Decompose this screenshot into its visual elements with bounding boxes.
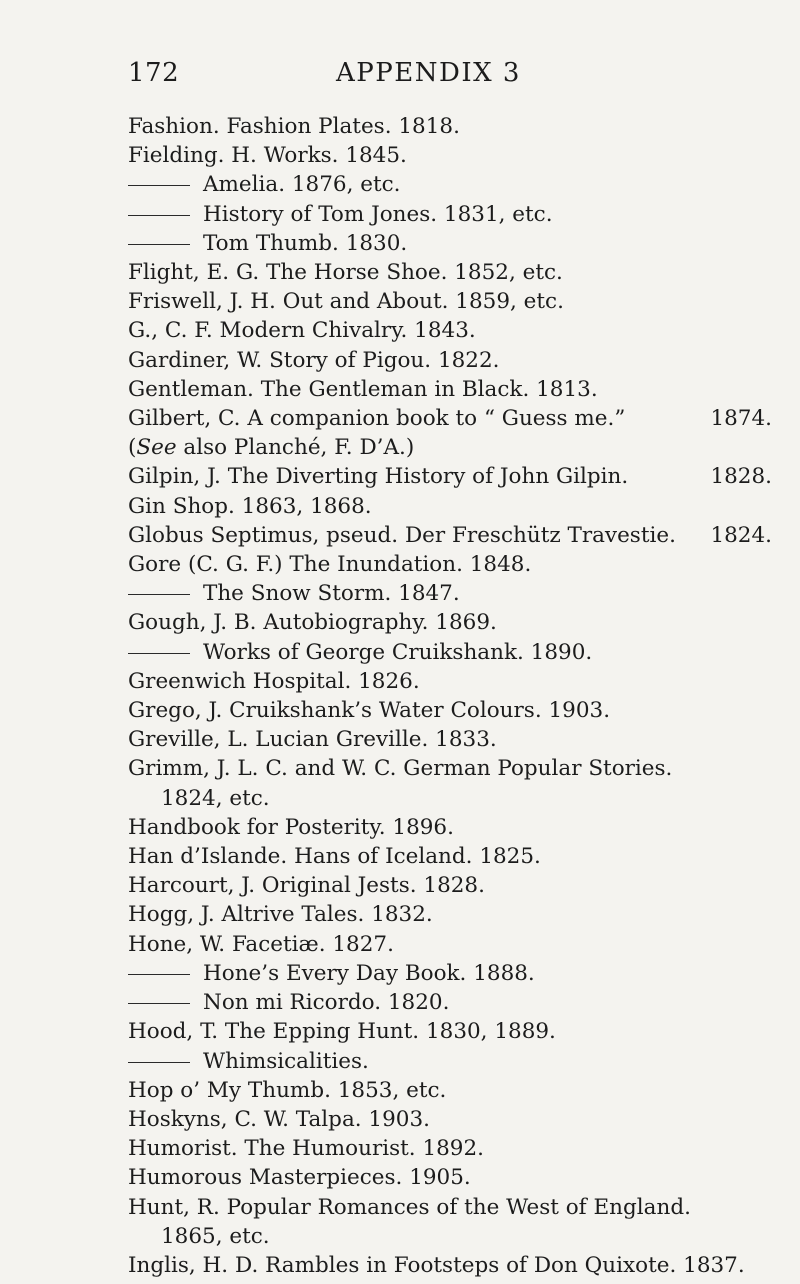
- list-item: Gore (C. G. F.) The Inundation. 1848.: [128, 552, 532, 578]
- ditto-dash: [128, 1003, 190, 1004]
- list-item: Hogg, J. Altrive Tales. 1832.: [128, 902, 433, 928]
- list-item: Globus Septimus, pseud. Der Freschütz Travestie. 1824.: [128, 521, 768, 550]
- list-item: Gilpin, J. The Diverting History of John Gilpin. 1828.: [128, 462, 768, 491]
- list-item: Works of George Cruikshank. 1890.: [128, 638, 768, 667]
- list-item: Hone’s Every Day Book. 1888.: [128, 959, 768, 988]
- list-item: 1865, etc.: [161, 1223, 270, 1249]
- list-item: Fashion. Fashion Plates. 1818.: [128, 114, 460, 139]
- list-item: Gentleman. The Gentleman in Black. 1813.: [128, 376, 598, 402]
- list-item: The Snow Storm. 1847.: [128, 579, 768, 608]
- list-item: Humorous Masterpieces. 1905.: [128, 1165, 471, 1191]
- bibliography-list: [128, 112, 772, 1280]
- list-item: Fielding. H. Works. 1845.: [128, 143, 407, 169]
- ditto-dash: [128, 185, 190, 186]
- list-item: Grego, J. Cruikshank’s Water Colours. 1903.: [128, 698, 611, 724]
- entry-year: 1824.: [710, 522, 772, 548]
- see-reference: See: [136, 435, 177, 461]
- list-item: Whimsicalities.: [128, 1047, 768, 1076]
- list-item: Gin Shop. 1863, 1868.: [128, 493, 372, 519]
- list-item: Handbook for Posterity. 1896.: [128, 814, 454, 840]
- ditto-dash: [128, 215, 190, 216]
- list-item: Tom Thumb. 1830.: [128, 229, 768, 258]
- list-item: Gough, J. B. Autobiography. 1869.: [128, 610, 497, 636]
- list-item: Gilbert, C. A companion book to “ Guess me.” 1874.: [128, 404, 768, 433]
- list-item: (See also Planché, F. D’A.): [128, 435, 415, 461]
- list-item: G., C. F. Modern Chivalry. 1843.: [128, 318, 476, 344]
- list-item: Amelia. 1876, etc.: [128, 170, 768, 199]
- list-item: Greenwich Hospital. 1826.: [128, 668, 420, 694]
- list-item: Flight, E. G. The Horse Shoe. 1852, etc.: [128, 260, 563, 286]
- ditto-dash: [128, 594, 190, 595]
- list-item: Hunt, R. Popular Romances of the West of England.: [128, 1194, 691, 1220]
- list-item: Friswell, J. H. Out and About. 1859, etc.: [128, 289, 564, 315]
- list-item: Han d’Islande. Hans of Iceland. 1825.: [128, 844, 541, 870]
- list-item: History of Tom Jones. 1831, etc.: [128, 200, 768, 229]
- list-item: 1824, etc.: [161, 785, 270, 811]
- ditto-dash: [128, 653, 190, 654]
- ditto-dash: [128, 974, 190, 975]
- running-head: APPENDIX 3: [336, 58, 521, 88]
- entry-year: 1874.: [710, 406, 772, 432]
- page-number: 172: [128, 58, 180, 88]
- list-item: Hoskyns, C. W. Talpa. 1903.: [128, 1106, 430, 1132]
- page-header: [128, 58, 648, 98]
- ditto-dash: [128, 244, 190, 245]
- list-item: Greville, L. Lucian Greville. 1833.: [128, 727, 497, 753]
- list-item: Gardiner, W. Story of Pigou. 1822.: [128, 347, 500, 373]
- entry-year: 1828.: [710, 464, 772, 490]
- list-item: Hone, W. Facetiæ. 1827.: [128, 931, 394, 957]
- list-item: Hood, T. The Epping Hunt. 1830, 1889.: [128, 1019, 556, 1045]
- list-item: Inglis, H. D. Rambles in Footsteps of Don Quixote. 1837.: [128, 1252, 745, 1278]
- list-item: Non mi Ricordo. 1820.: [128, 988, 768, 1017]
- list-item: Harcourt, J. Original Jests. 1828.: [128, 873, 485, 899]
- list-item: Grimm, J. L. C. and W. C. German Popular Stories.: [128, 756, 673, 782]
- list-item: Humorist. The Humourist. 1892.: [128, 1136, 484, 1162]
- list-item: Hop o’ My Thumb. 1853, etc.: [128, 1077, 447, 1103]
- ditto-dash: [128, 1062, 190, 1063]
